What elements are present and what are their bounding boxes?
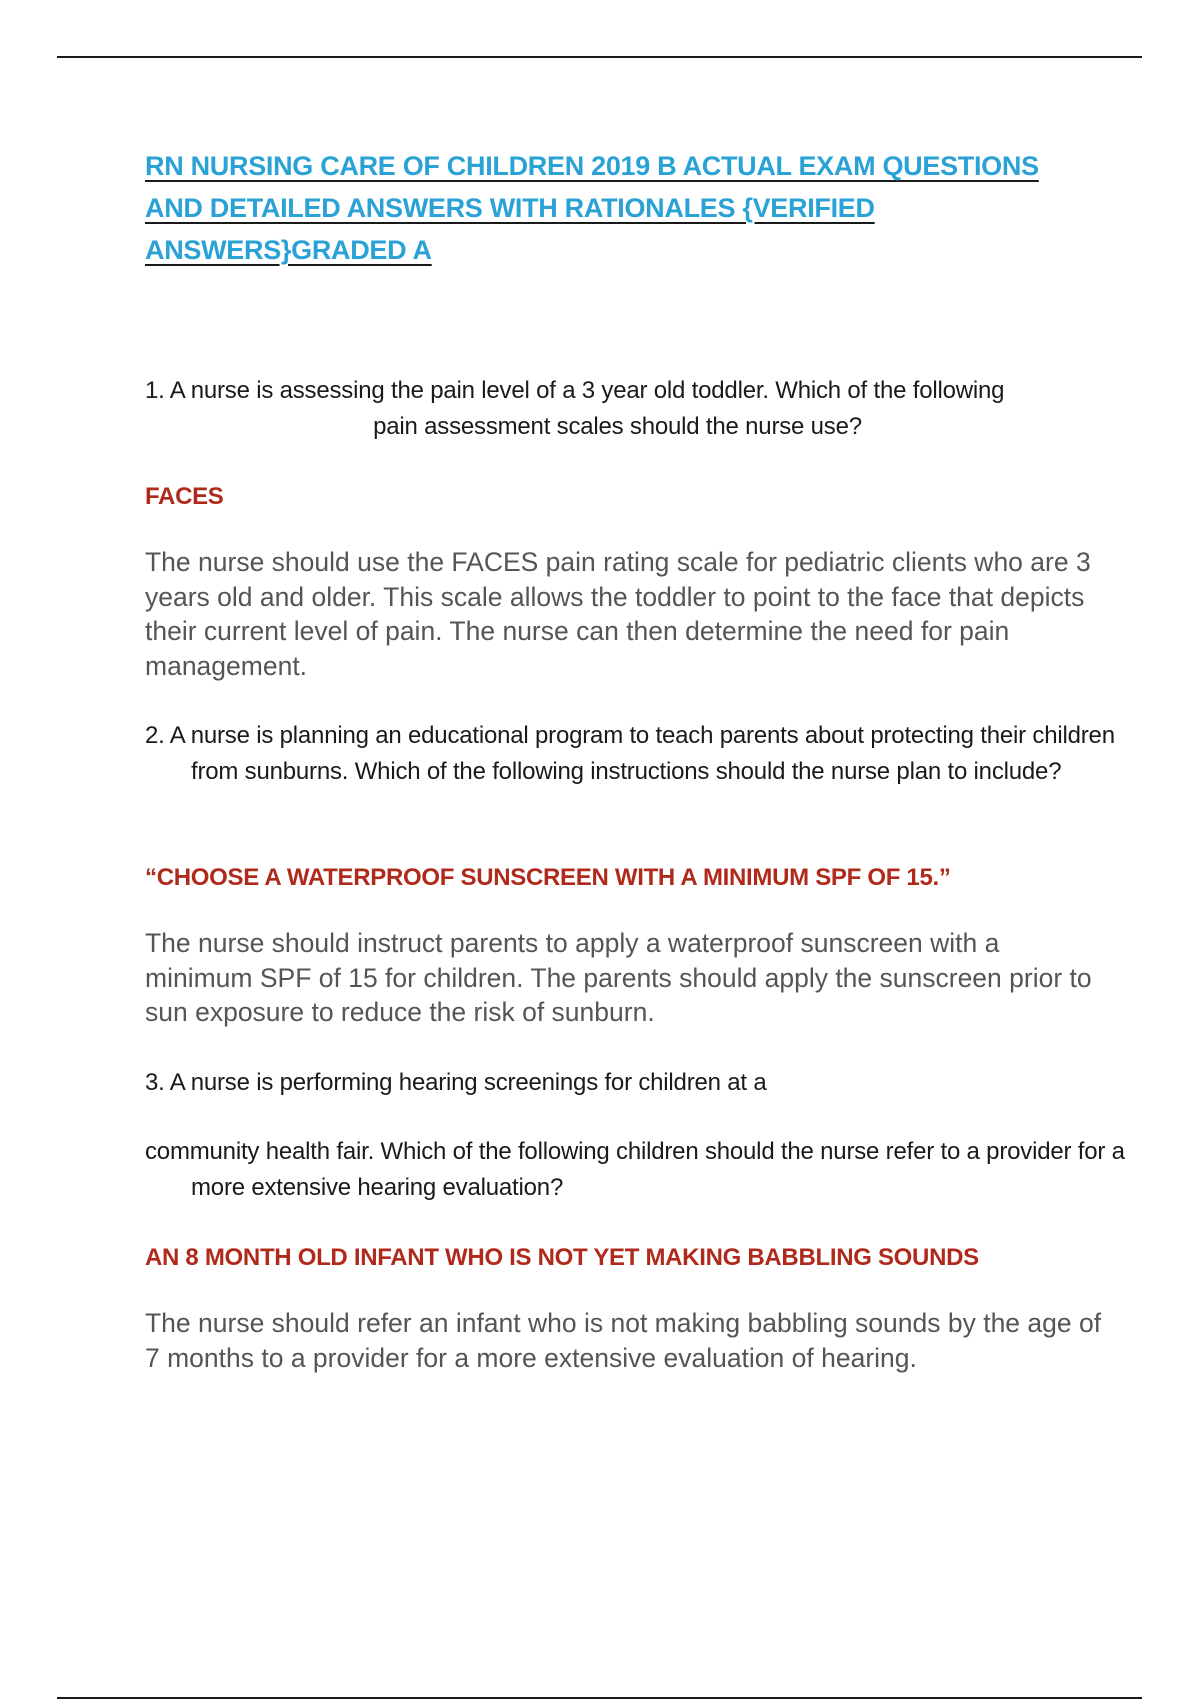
question-1 bbox=[145, 373, 1090, 445]
question-3-part-2: community health fair. Which of the following children should the nurse refer to a provider for a more extensive hearing evaluation? bbox=[145, 1138, 1125, 1201]
rationale-1: The nurse should use the FACES pain rating scale for pediatric clients who are 3 years old and older. This scale allows the toddler to point to the face that depicts their current level of pain. The nurse can then determine the need for pain management. bbox=[145, 547, 1091, 681]
question-2: 2. A nurse is planning an educational program to teach parents about protecting their children from sunburns. Which of the following instructions should the nurse plan to include? bbox=[145, 722, 1115, 785]
answer-3: AN 8 MONTH OLD INFANT WHO IS NOT YET MAKING BABBLING SOUNDS bbox=[145, 1244, 979, 1271]
rationale-2: The nurse should instruct parents to apply a waterproof sunscreen with a minimum SPF of 15 for children. The parents should apply the sunscreen prior to sun exposure to reduce the risk of sunburn. bbox=[145, 928, 1092, 1027]
top-divider bbox=[57, 56, 1142, 58]
answer-1: FACES bbox=[145, 483, 224, 510]
answer-2: “CHOOSE A WATERPROOF SUNSCREEN WITH A MINIMUM SPF OF 15.” bbox=[145, 864, 951, 891]
document-title: RN NURSING CARE OF CHILDREN 2019 B ACTUAL EXAM QUESTIONS AND DETAILED ANSWERS WITH RATIONALES {VERIFIED ANSWERS}GRADED A bbox=[145, 151, 1039, 265]
question-1-line-2: pain assessment scales should the nurse use? bbox=[373, 413, 862, 440]
rationale-3: The nurse should refer an infant who is not making babbling sounds by the age of 7 months to a provider for a more extensive evaluation of hearing. bbox=[145, 1308, 1102, 1373]
question-1-line-1: 1. A nurse is assessing the pain level of a 3 year old toddler. Which of the following bbox=[145, 377, 1005, 404]
bottom-divider bbox=[57, 1697, 1142, 1699]
question-3-part-1: 3. A nurse is performing hearing screenings for children at a bbox=[145, 1069, 767, 1096]
